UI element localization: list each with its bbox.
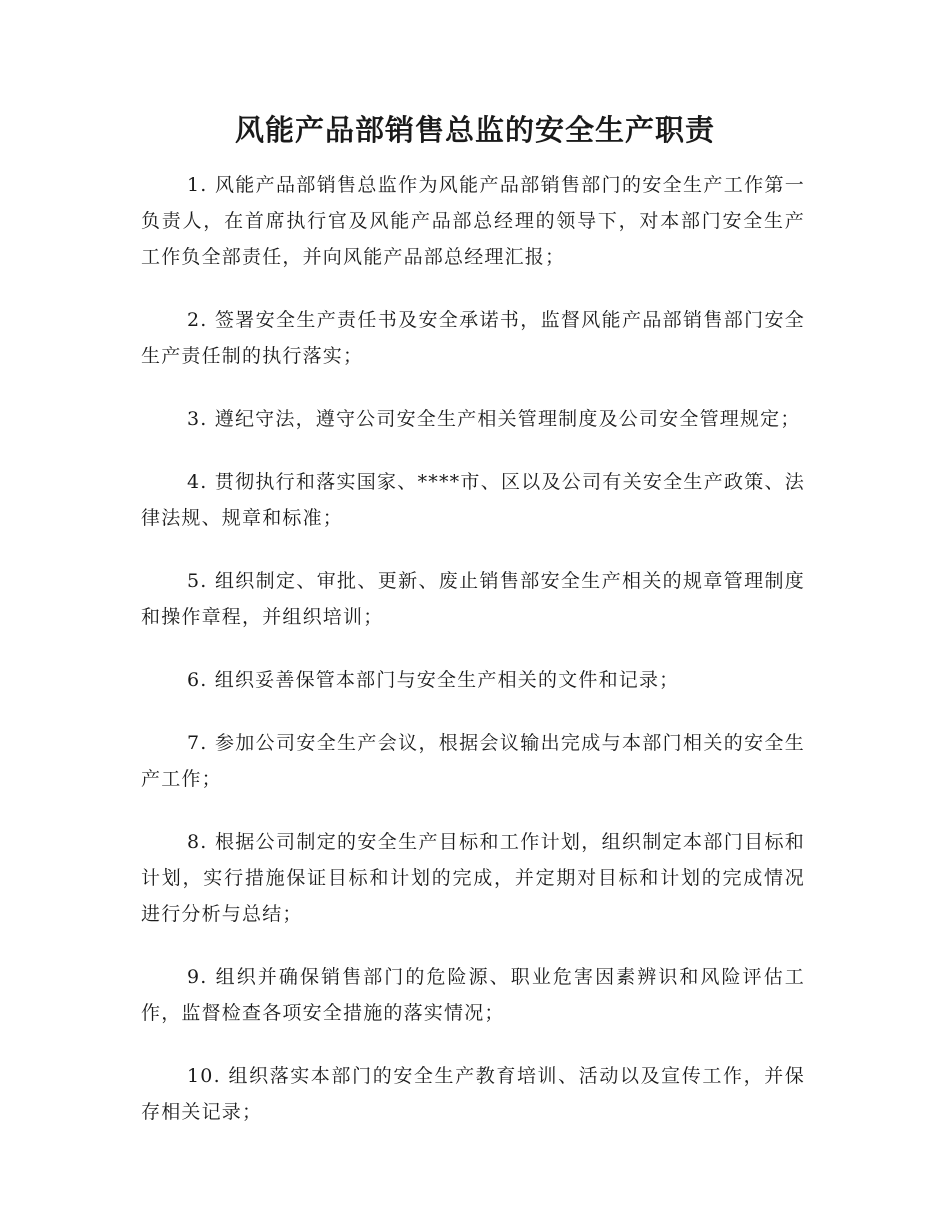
- item-text: 参加公司安全生产会议，根据会议输出完成与本部门相关的安全生产工作；: [141, 732, 805, 790]
- item-number: 6.: [187, 669, 208, 691]
- list-item: [141, 725, 805, 797]
- item-text: 签署安全生产责任书及安全承诺书，监督风能产品部销售部门安全生产责任制的执行落实；: [141, 309, 805, 367]
- item-text: 根据公司制定的安全生产目标和工作计划，组织制定本部门目标和计划，实行措施保证目标和计划的完成，并定期对目标和计划的完成情况进行分析与总结；: [141, 831, 805, 925]
- item-number: 5.: [187, 570, 208, 592]
- item-number: 3.: [187, 408, 208, 430]
- item-text: 组织落实本部门的安全生产教育培训、活动以及宣传工作，并保存相关记录；: [141, 1065, 805, 1123]
- list-item: [141, 1058, 805, 1130]
- item-text: 贯彻执行和落实国家、****市、区以及公司有关安全生产政策、法律法规、规章和标准；: [141, 471, 805, 529]
- item-number: 1.: [187, 174, 208, 196]
- responsibilities-list: [141, 167, 805, 1157]
- item-number: 4.: [187, 471, 208, 493]
- item-text: 组织并确保销售部门的危险源、职业危害因素辨识和风险评估工作，监督检查各项安全措施的落实情况；: [141, 966, 805, 1024]
- item-number: 10.: [187, 1065, 221, 1087]
- list-item: [141, 959, 805, 1031]
- list-item: [141, 302, 805, 374]
- item-text: 组织妥善保管本部门与安全生产相关的文件和记录；: [214, 669, 680, 691]
- item-text: 组织制定、审批、更新、废止销售部安全生产相关的规章管理制度和操作章程，并组织培训；: [141, 570, 805, 628]
- list-item: [141, 167, 805, 275]
- list-item: [141, 662, 805, 698]
- item-number: 9.: [187, 966, 208, 988]
- item-number: 8.: [187, 831, 208, 853]
- item-number: 2.: [187, 309, 208, 331]
- list-item: [141, 464, 805, 536]
- item-number: 7.: [187, 732, 208, 754]
- list-item: [141, 401, 805, 437]
- item-text: 风能产品部销售总监作为风能产品部销售部门的安全生产工作第一负责人，在首席执行官及风能产品部总经理的领导下，对本部门安全生产工作负全部责任，并向风能产品部总经理汇报；: [141, 174, 805, 268]
- document-title: 风能产品部销售总监的安全生产职责: [234, 113, 715, 147]
- list-item: [141, 563, 805, 635]
- list-item: [141, 824, 805, 932]
- item-text: 遵纪守法，遵守公司安全生产相关管理制度及公司安全管理规定；: [214, 408, 801, 430]
